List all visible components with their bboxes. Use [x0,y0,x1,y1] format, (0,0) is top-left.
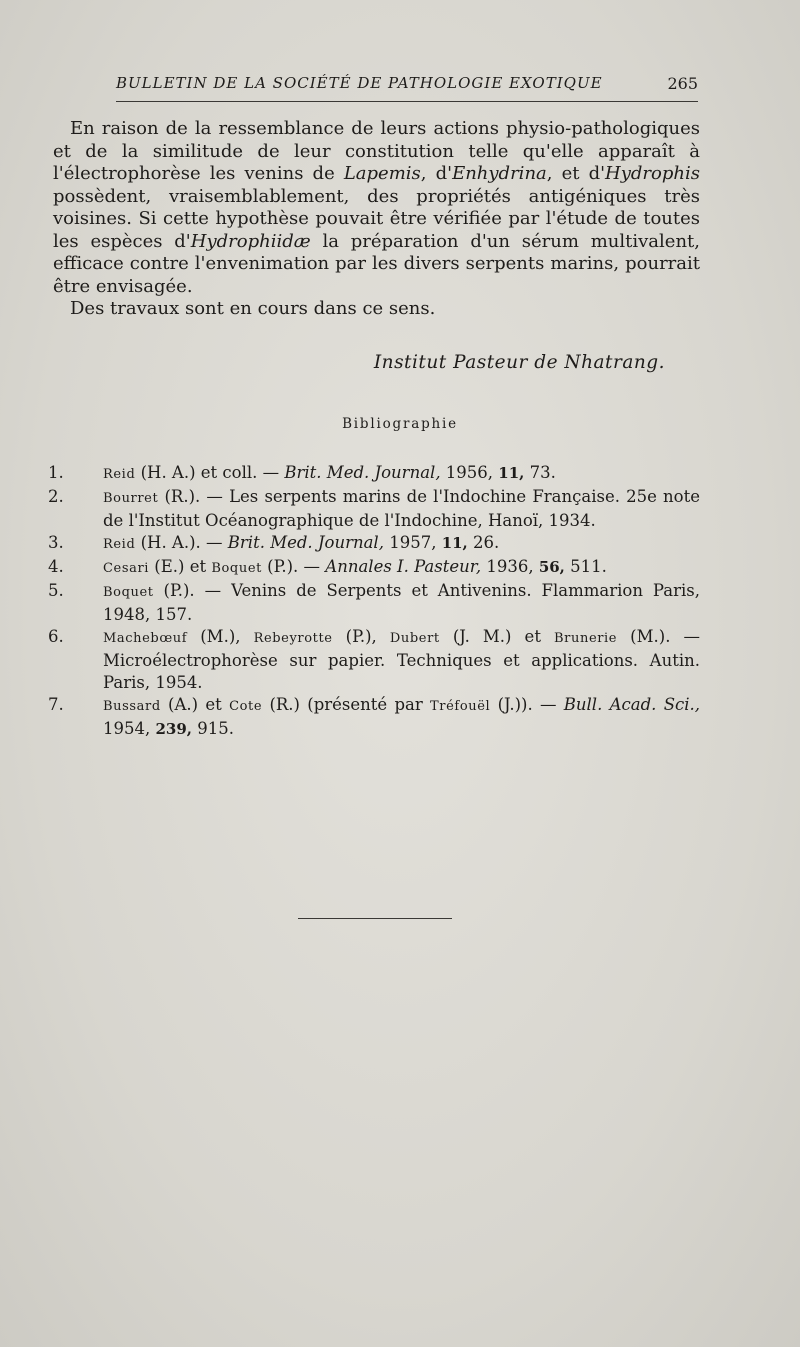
body-text [53,118,700,321]
bleed-through-text [120,335,125,353]
reference-item: 1. Reid (H. A.) et coll. — Brit. Med. Journal, 1956, 11, 73. [48,463,556,482]
running-head-title: BULLETIN DE LA SOCIÉTÉ DE PATHOLOGIE EXOTIQUE [116,74,603,92]
bibliography-heading: Bibliographie [342,416,458,432]
end-rule [298,918,452,919]
reference-list [48,462,700,740]
reference-item: 7. Bussard (A.) et Cote (R.) (présenté par Tréfouël (J.)). — Bull. Acad. Sci., 1954, 239, 915. [48,695,701,738]
reference-item: 6. Machebœuf (M.), Rebeyrotte (P.), Dubert (J. M.) et Brunerie (M.). — Microélectrophorèse sur papier. Techniques et applications. Autin. Paris, 1954. [48,627,701,692]
running-head [116,74,698,98]
reference-item: 5. Boquet (P.). — Venins de Serpents et Antivenins. Flammarion Paris, 1948, 157. [48,581,700,624]
institution-signature: Institut Pasteur de Nhatrang. [373,352,665,373]
reference-item: 2. Bourret (R.). — Les serpents marins de l'Indochine Française. 25e note de l'Institut Océanographique de l'Indochine, Hanoï, 1934. [48,487,700,530]
header-rule [116,101,698,102]
reference-item: 4. Cesari (E.) et Boquet (P.). — Annales I. Pasteur, 1936, 56, 511. [48,557,607,576]
reference-item: 3. Reid (H. A.). — Brit. Med. Journal, 1957, 11, 26. [48,533,500,552]
paragraph-1: En raison de la ressemblance de leurs actions physio-pathologiques et de la similitude de leur constitution telle qu'elle apparaît à l'électrophorèse les venins de Lapemis, d'Enhydrina, et d'Hydrophis possèdent, vraisemblablement, des propriétés antigéniques très voisines. Si cette hypothèse pouvait être vérifiée par l'étude de toutes les espèces d'Hydrophiidæ la préparation d'un sérum multivalent, efficace contre l'envenimation par les divers serpents marins, pourrait être envisagée. [53,118,700,297]
paragraph-2: Des travaux sont en cours dans ce sens. [70,298,436,319]
page-number: 265 [667,74,698,93]
